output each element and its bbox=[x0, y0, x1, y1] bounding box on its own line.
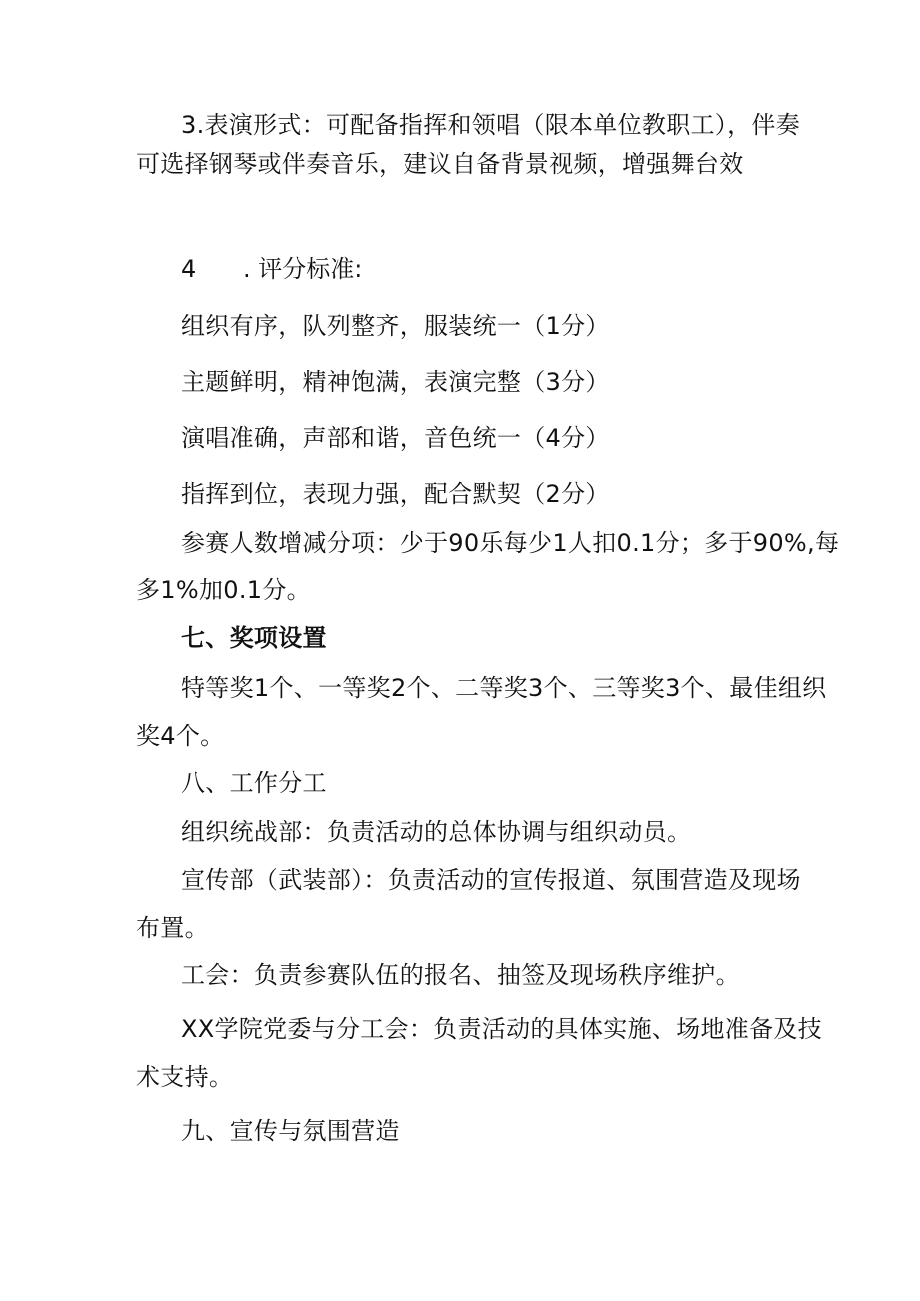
section3-line2: 可选择钢琴或伴奏音乐，建议自备背景视频，增强舞台效 bbox=[136, 150, 744, 178]
section3-line1: 3.表演形式：可配备指挥和领唱（限本单位教职工），伴奏 bbox=[181, 111, 800, 139]
section4-title: . 评分标准: bbox=[243, 255, 363, 283]
section4-number: 4 bbox=[181, 255, 197, 283]
division-heading: 八、工作分工 bbox=[181, 769, 327, 797]
awards-line1: 特等奖1个、一等奖2个、二等奖3个、三等奖3个、最佳组织 bbox=[181, 674, 827, 702]
division-union: 工会：负责参赛队伍的报名、抽签及现场秩序维护。 bbox=[181, 961, 740, 989]
criterion-item-1: 组织有序，队列整齐，服装统一（1分） bbox=[181, 312, 610, 340]
criterion-item-3: 演唱准确，声部和谐，音色统一（4分） bbox=[181, 424, 610, 452]
awards-heading: 七、奖项设置 bbox=[181, 624, 327, 652]
division-college-line1: XX学院党委与分工会：负责活动的具体实施、场地准备及技 bbox=[181, 1015, 822, 1043]
participants-line1: 参赛人数增减分项：少于90乐每少1人扣0.1分；多于90%,每 bbox=[181, 529, 840, 557]
division-publicity-line1: 宣传部（武装部）：负责活动的宣传报道、氛围营造及现场 bbox=[181, 866, 801, 894]
section9-heading: 九、宣传与氛围营造 bbox=[181, 1117, 400, 1145]
criterion-item-2: 主题鲜明，精神饱满，表演完整（3分） bbox=[181, 368, 610, 396]
division-publicity-line2: 布置。 bbox=[136, 914, 209, 942]
awards-line2: 奖4个。 bbox=[136, 722, 225, 750]
division-college-line2: 术支持。 bbox=[136, 1063, 234, 1091]
participants-line2: 多1%加0.1分。 bbox=[136, 576, 311, 604]
division-org: 组织统战部：负责活动的总体协调与组织动员。 bbox=[181, 818, 692, 846]
criterion-item-4: 指挥到位，表现力强，配合默契（2分） bbox=[181, 480, 610, 508]
